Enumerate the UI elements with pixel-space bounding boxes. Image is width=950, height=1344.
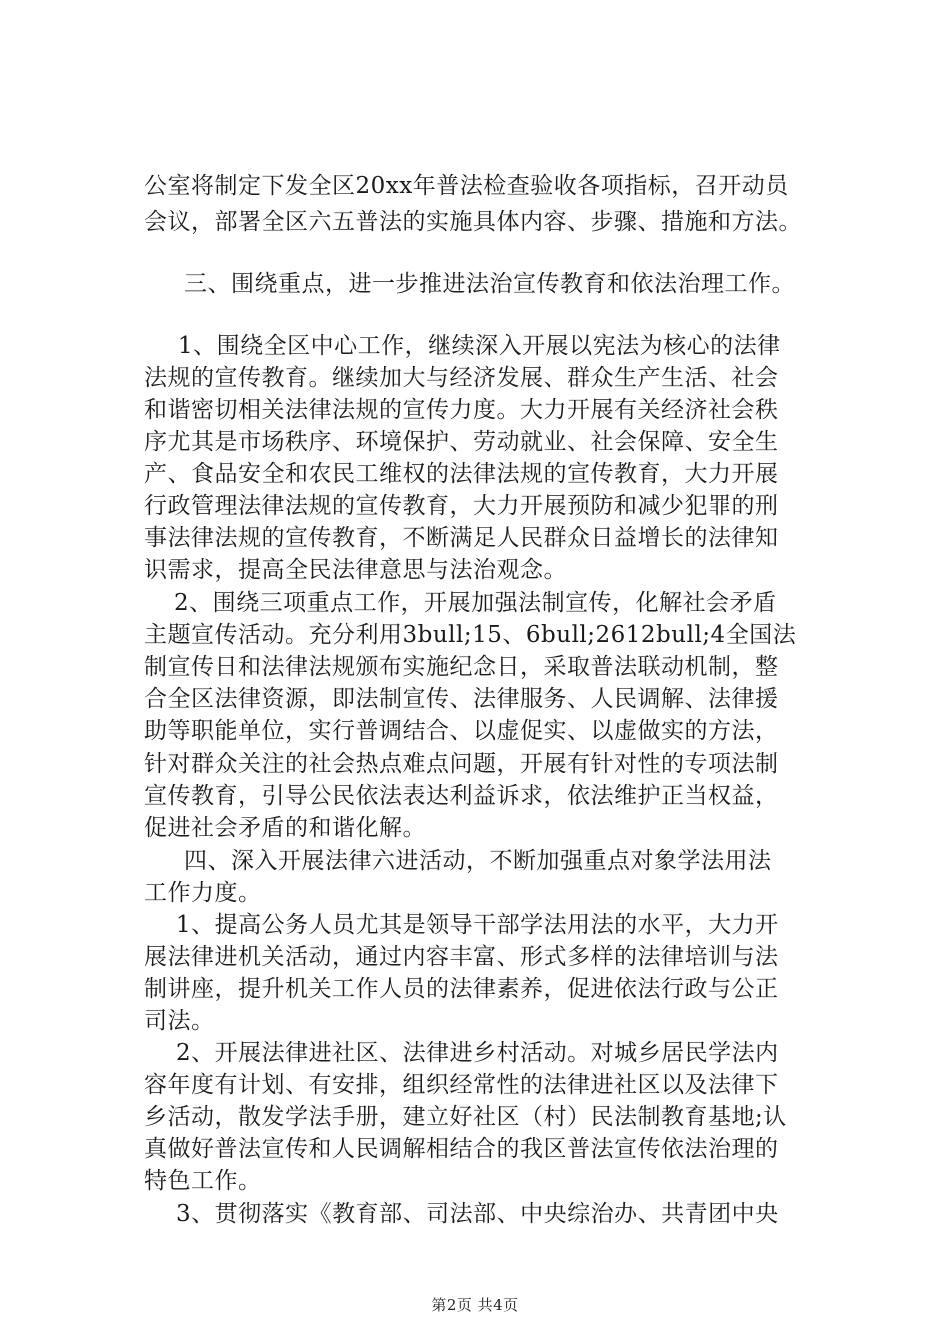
paragraph-line: 识需求，提高全民法律意思与法治观念。 bbox=[144, 557, 567, 583]
paragraph-line: 针对群众关注的社会热点难点问题，开展有针对性的专项法制 bbox=[144, 751, 779, 777]
paragraph-line: 助等职能单位，实行普调结合、以虚促实、以虚做实的方法， bbox=[144, 718, 779, 744]
paragraph-line: 序尤其是市场秩序、环境保护、劳动就业、社会保障、安全生 bbox=[144, 429, 779, 455]
paragraph-line: 法规的宣传教育。继续加大与经济发展、群众生产生活、社会 bbox=[144, 365, 779, 391]
paragraph-line: 合全区法律资源，即法制宣传、法律服务、人民调解、法律援 bbox=[144, 686, 779, 712]
paragraph-line: 特色工作。 bbox=[144, 1168, 262, 1194]
paragraph-line: 会议，部署全区六五普法的实施具体内容、步骤、措施和方法。 bbox=[144, 209, 802, 235]
paragraph-line: 展法律进机关活动，通过内容丰富、形式多样的法律培训与法 bbox=[144, 944, 779, 970]
paragraph-line: 行政管理法律法规的宣传教育，大力开展预防和减少犯罪的刑 bbox=[144, 493, 779, 519]
paragraph-line: 司法。 bbox=[144, 1008, 215, 1034]
section-heading: 三、围绕重点，进一步推进法治宣传教育和依法治理工作。 bbox=[184, 271, 795, 297]
paragraph-line: 2、开展法律进社区、法律进乡村活动。对城乡居民学法内 bbox=[176, 1040, 779, 1066]
page-number-footer: 第2页 共4页 bbox=[431, 1296, 519, 1314]
paragraph-line: 产、食品安全和农民工维权的法律法规的宣传教育，大力开展 bbox=[144, 461, 779, 487]
paragraph-line: 2、围绕三项重点工作，开展加强法制宣传，化解社会矛盾 bbox=[174, 590, 777, 616]
section-heading: 四、深入开展法律六进活动，不断加强重点对象学法用法 bbox=[184, 848, 772, 874]
paragraph-line: 制宣传日和法律法规颁布实施纪念日，采取普法联动机制，整 bbox=[144, 654, 779, 680]
paragraph-line: 促进社会矛盾的和谐化解。 bbox=[144, 815, 426, 841]
paragraph-line: 制讲座，提升机关工作人员的法律素养，促进依法行政与公正 bbox=[144, 976, 779, 1002]
paragraph-line: 1、提高公务人员尤其是领导干部学法用法的水平，大力开 bbox=[176, 912, 779, 938]
paragraph-line: 乡活动，散发学法手册，建立好社区（村）民法制教育基地;认 bbox=[144, 1104, 787, 1130]
paragraph-line: 容年度有计划、有安排，组织经常性的法律进社区以及法律下 bbox=[144, 1072, 779, 1098]
paragraph-line: 事法律法规的宣传教育，不断满足人民群众日益增长的法律知 bbox=[144, 525, 779, 551]
paragraph-line: 主题宣传活动。充分利用3bull;15、6bull;2612bull;4全国法 bbox=[144, 622, 797, 648]
paragraph-line: 公室将制定下发全区20xx年普法检查验收各项指标，召开动员 bbox=[144, 173, 789, 199]
section-heading-continued: 工作力度。 bbox=[144, 880, 262, 906]
paragraph-line: 和谐密切相关法律法规的宣传力度。大力开展有关经济社会秩 bbox=[144, 397, 779, 423]
paragraph-line: 宣传教育，引导公民依法表达利益诉求，依法维护正当权益， bbox=[144, 783, 779, 809]
paragraph-line: 1、围绕全区中心工作，继续深入开展以宪法为核心的法律 bbox=[178, 333, 781, 359]
paragraph-line: 真做好普法宣传和人民调解相结合的我区普法宣传依法治理的 bbox=[144, 1136, 779, 1162]
paragraph-line: 3、贯彻落实《教育部、司法部、中央综治办、共青团中央 bbox=[176, 1201, 779, 1227]
